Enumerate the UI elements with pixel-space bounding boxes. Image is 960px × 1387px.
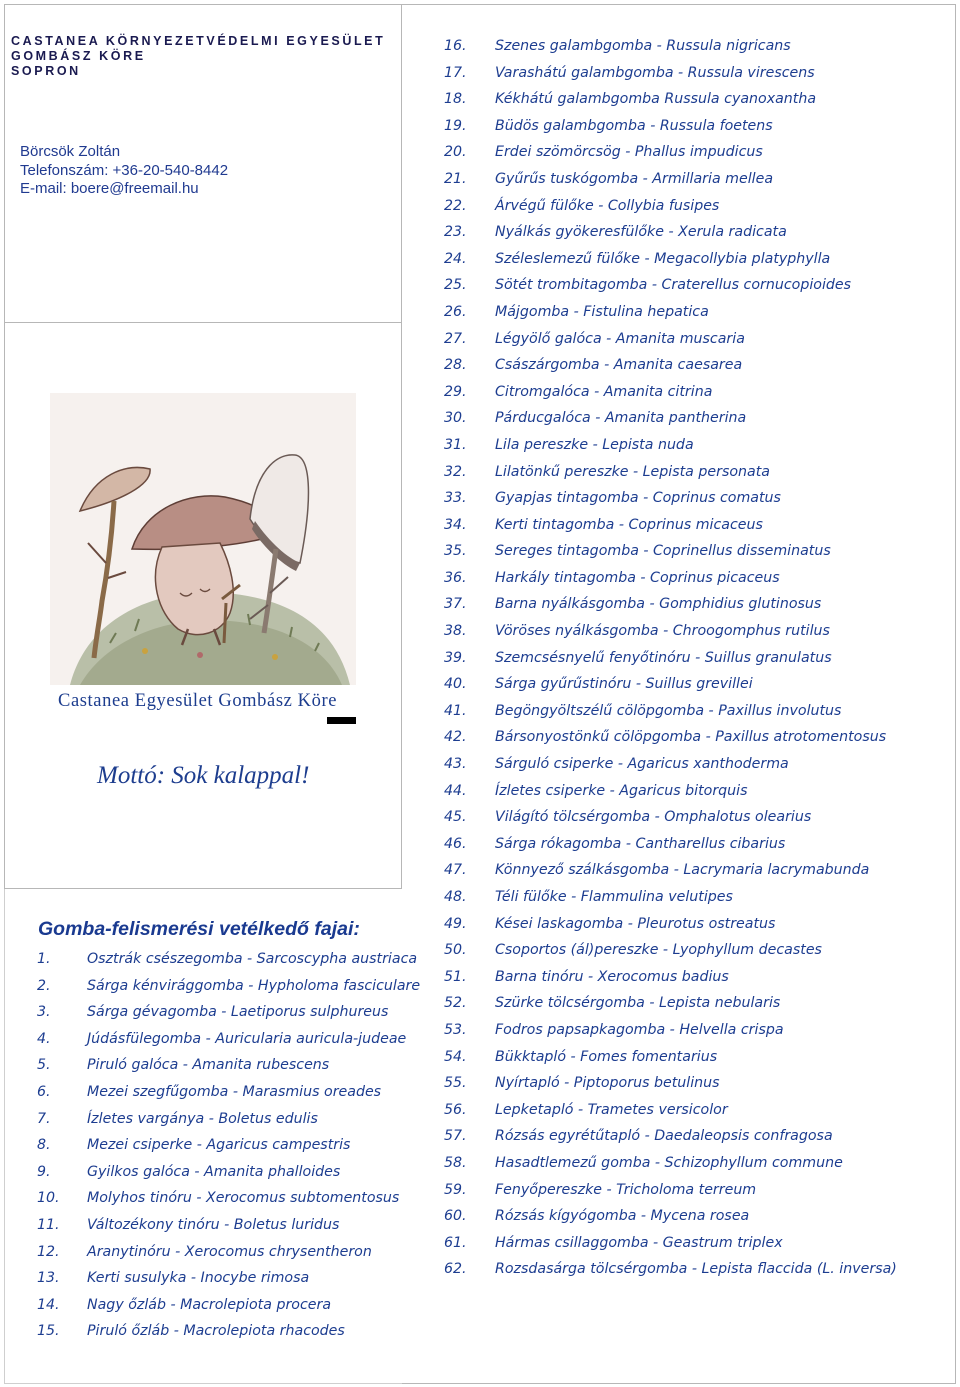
- species-name: Sárguló csiperke - Agaricus xanthoderma: [495, 756, 789, 773]
- species-name: Piruló őzláb - Macrolepiota rhacodes: [87, 1323, 345, 1340]
- species-item: [444, 1097, 944, 1124]
- species-name: Bükktapló - Fomes fomentarius: [495, 1048, 718, 1065]
- motto: Mottó: Sok kalappal!: [97, 762, 310, 789]
- species-item: [444, 911, 944, 938]
- species-item: [444, 326, 944, 353]
- species-number: 53.: [444, 1021, 467, 1038]
- species-item: [444, 379, 944, 406]
- species-name: Szürke tölcsérgomba - Lepista nebularis: [495, 995, 781, 1012]
- species-number: 9.: [37, 1163, 51, 1180]
- species-item: [444, 778, 944, 805]
- species-item: [37, 1079, 397, 1106]
- species-item: [444, 1123, 944, 1150]
- species-item: [444, 1177, 944, 1204]
- species-name: Lepketapló - Trametes versicolor: [495, 1101, 728, 1118]
- organization-line: GOMBÁSZ KÖRE: [11, 49, 146, 63]
- species-item: [444, 1070, 944, 1097]
- species-number: 62.: [444, 1261, 467, 1278]
- species-item: [444, 804, 944, 831]
- species-number: 54.: [444, 1048, 467, 1065]
- species-item: [37, 1212, 397, 1239]
- species-number: 46.: [444, 835, 467, 852]
- species-name: Citromgalóca - Amanita citrina: [495, 383, 713, 400]
- species-number: 4.: [37, 1030, 51, 1047]
- species-item: [444, 751, 944, 778]
- species-name: Mezei szegfűgomba - Marasmius oreades: [87, 1083, 382, 1100]
- quiz-heading: Gomba-felismerési vetélkedő fajai:: [38, 918, 360, 940]
- species-list-left: [37, 946, 421, 1345]
- species-item: [444, 1017, 944, 1044]
- species-number: 52.: [444, 995, 467, 1012]
- species-item: [444, 671, 944, 698]
- species-number: 25.: [444, 277, 467, 294]
- species-name: Varashátú galambgomba - Russula virescens: [495, 64, 815, 81]
- species-number: 42.: [444, 729, 467, 746]
- species-item: [444, 60, 944, 87]
- species-name: Sárga gévagomba - Laetiporus sulphureus: [87, 1004, 389, 1021]
- species-number: 10.: [37, 1190, 60, 1207]
- species-item: [37, 946, 418, 973]
- species-name: Gyapjas tintagomba - Coprinus comatus: [495, 490, 781, 507]
- species-name: Lila pereszke - Lepista nuda: [495, 436, 694, 453]
- species-number: 45.: [444, 809, 467, 826]
- species-name: Császárgomba - Amanita caesarea: [495, 357, 743, 374]
- species-item: [37, 1292, 397, 1319]
- species-number: 32.: [444, 463, 467, 480]
- species-item: [37, 1265, 397, 1292]
- species-name: Bársonyostönkű cölöpgomba - Paxillus atrotomentosus: [495, 729, 887, 746]
- species-number: 56.: [444, 1101, 467, 1118]
- species-name: Gyilkos galóca - Amanita phalloides: [87, 1163, 341, 1180]
- species-name: Júdásfülegomba - Auricularia auricula-judeae: [87, 1030, 407, 1047]
- contact-phone: Telefonszám: +36-20-540-8442: [20, 161, 229, 179]
- species-number: 16.: [444, 38, 467, 54]
- species-number: 21.: [444, 170, 467, 187]
- species-number: 23.: [444, 224, 467, 241]
- species-item: [444, 113, 944, 140]
- species-number: 49.: [444, 915, 467, 932]
- species-name: Sereges tintagomba - Coprinellus disseminatus: [495, 543, 831, 560]
- species-name: Barna nyálkásgomba - Gomphidius glutinosus: [495, 596, 822, 613]
- species-name: Osztrák csészegomba - Sarcoscypha austriaca: [87, 951, 418, 967]
- species-name: Begöngyöltszélű cölöpgomba - Paxillus involutus: [495, 702, 842, 719]
- species-number: 35.: [444, 543, 467, 560]
- species-name: Hármas csillaggomba - Geastrum triplex: [495, 1234, 783, 1251]
- species-name: Kerti susulyka - Inocybe rimosa: [87, 1270, 310, 1287]
- species-name: Fenyőpereszke - Tricholoma terreum: [495, 1181, 757, 1198]
- organization-line: SOPRON: [11, 64, 81, 78]
- illustration-caption: Castanea Egyesület Gombász Köre: [58, 691, 338, 711]
- species-number: 41.: [444, 702, 467, 719]
- species-item: [37, 1159, 397, 1186]
- contact-name: Börcsök Zoltán: [20, 143, 121, 160]
- species-item: [37, 1318, 397, 1345]
- species-item: [444, 219, 944, 246]
- species-item: [37, 973, 421, 1000]
- species-item: [444, 33, 944, 60]
- mushroom-illustration: [50, 393, 356, 685]
- species-item: [444, 352, 944, 379]
- species-item: [444, 485, 944, 512]
- species-number: 12.: [37, 1243, 60, 1260]
- species-number: 19.: [444, 117, 467, 134]
- species-name: Gyűrűs tuskógomba - Armillaria mellea: [495, 170, 774, 187]
- species-number: 27.: [444, 330, 467, 347]
- species-item: [37, 1132, 397, 1159]
- species-number: 14.: [37, 1296, 60, 1313]
- species-item: [444, 1256, 944, 1283]
- species-item: [444, 565, 944, 592]
- species-number: 22.: [444, 197, 467, 214]
- species-item: [444, 1044, 944, 1071]
- species-item: [444, 591, 944, 618]
- species-number: 31.: [444, 436, 467, 453]
- species-item: [444, 299, 944, 326]
- species-number: 3.: [37, 1004, 51, 1021]
- species-number: 55.: [444, 1075, 467, 1092]
- species-name: Kerti tintagomba - Coprinus micaceus: [495, 516, 763, 533]
- species-name: Rózsás egyrétűtapló - Daedaleopsis confragosa: [495, 1128, 833, 1145]
- species-number: 48.: [444, 889, 467, 905]
- species-number: 5.: [37, 1057, 51, 1074]
- species-name: Párducgalóca - Amanita pantherina: [495, 410, 747, 427]
- species-name: Molyhos tinóru - Xerocomus subtomentosus: [87, 1190, 400, 1207]
- species-name: Ízletes csiperke - Agaricus bitorquis: [495, 782, 748, 799]
- species-number: 43.: [444, 756, 467, 773]
- species-name: Ízletes vargánya - Boletus edulis: [87, 1110, 318, 1127]
- species-number: 40.: [444, 676, 467, 693]
- species-name: Szemcsésnyelű fenyőtinóru - Suillus granulatus: [495, 649, 832, 666]
- species-number: 38.: [444, 623, 467, 640]
- species-number: 1.: [37, 951, 51, 967]
- species-item: [444, 405, 944, 432]
- species-name: Vöröses nyálkásgomba - Chroogomphus rutilus: [495, 623, 830, 640]
- species-number: 20.: [444, 144, 467, 161]
- species-item: [444, 459, 944, 486]
- species-item: [444, 86, 944, 113]
- species-number: 33.: [444, 490, 467, 507]
- species-name: Kékhátú galambgomba Russula cyanoxantha: [495, 91, 817, 108]
- species-name: Mezei csiperke - Agaricus campestris: [87, 1137, 351, 1154]
- species-name: Májgomba - Fistulina hepatica: [495, 303, 709, 320]
- species-number: 47.: [444, 862, 467, 879]
- species-number: 2.: [37, 977, 51, 994]
- species-item: [444, 937, 944, 964]
- species-number: 44.: [444, 782, 467, 799]
- species-item: [444, 964, 944, 991]
- contact-info: [20, 143, 228, 199]
- species-item: [444, 246, 944, 273]
- species-number: 59.: [444, 1181, 467, 1198]
- species-number: 57.: [444, 1128, 467, 1145]
- species-item: [444, 166, 944, 193]
- species-item: [37, 1106, 397, 1133]
- species-item: [444, 432, 944, 459]
- species-name: Kései laskagomba - Pleurotus ostreatus: [495, 915, 776, 932]
- species-number: 50.: [444, 942, 467, 959]
- species-name: Csoportos (ál)pereszke - Lyophyllum decastes: [495, 942, 822, 959]
- species-item: [444, 698, 944, 725]
- species-name: Harkály tintagomba - Coprinus picaceus: [495, 569, 780, 586]
- species-number: 28.: [444, 357, 467, 374]
- species-name: Könnyező szálkásgomba - Lacrymaria lacrymabunda: [495, 862, 870, 879]
- species-number: 11.: [37, 1216, 60, 1233]
- species-item: [37, 1052, 397, 1079]
- species-number: 17.: [444, 64, 467, 81]
- species-number: 13.: [37, 1270, 60, 1287]
- species-name: Széleslemezű fülőke - Megacollybia platyphylla: [495, 250, 831, 267]
- species-item: [444, 724, 944, 751]
- species-name: Piruló galóca - Amanita rubescens: [87, 1057, 330, 1074]
- species-name: Árvégű fülőke - Collybia fusipes: [495, 197, 720, 214]
- species-name: Téli fülőke - Flammulina velutipes: [495, 889, 733, 905]
- species-number: 8.: [37, 1137, 51, 1154]
- species-name: Hasadtlemezű gomba - Schizophyllum commune: [495, 1154, 843, 1171]
- species-item: [444, 193, 944, 220]
- species-name: Nagy őzláb - Macrolepiota procera: [87, 1296, 332, 1313]
- species-name: Világító tölcsérgomba - Omphalotus olearius: [495, 809, 812, 826]
- species-name: Sárga kénvirággomba - Hypholoma fasciculare: [87, 977, 421, 994]
- species-item: [444, 139, 944, 166]
- species-item: [444, 645, 944, 672]
- decorative-bar: [327, 717, 356, 724]
- species-number: 61.: [444, 1234, 467, 1251]
- species-item: [444, 618, 944, 645]
- organization-name: [11, 34, 385, 79]
- species-number: 7.: [37, 1110, 51, 1127]
- species-number: 60.: [444, 1208, 467, 1225]
- species-item: [444, 538, 944, 565]
- species-name: Rózsás kígyógomba - Mycena rosea: [495, 1208, 750, 1225]
- species-number: 34.: [444, 516, 467, 533]
- species-number: 51.: [444, 968, 467, 985]
- species-name: Lilatönkű pereszke - Lepista personata: [495, 463, 770, 480]
- species-number: 30.: [444, 410, 467, 427]
- species-number: 15.: [37, 1323, 60, 1340]
- species-name: Rozsdasárga tölcsérgomba - Lepista flaccida (L. inversa): [495, 1261, 897, 1278]
- species-item: [37, 1026, 407, 1053]
- species-name: Sötét trombitagomba - Craterellus cornucopioides: [495, 277, 852, 294]
- contact-email: E-mail: boere@freemail.hu: [20, 180, 199, 197]
- species-item: [444, 990, 944, 1017]
- species-list-right: [444, 33, 944, 1283]
- species-name: Szenes galambgomba - Russula nigricans: [495, 38, 791, 54]
- species-number: 6.: [37, 1083, 51, 1100]
- species-item: [444, 884, 944, 911]
- species-item: [37, 1239, 397, 1266]
- species-name: Büdös galambgomba - Russula foetens: [495, 117, 773, 134]
- species-item: [444, 272, 944, 299]
- species-item: [444, 857, 944, 884]
- species-number: 24.: [444, 250, 467, 267]
- species-number: 39.: [444, 649, 467, 666]
- organization-line: CASTANEA KÖRNYEZETVÉDELMI EGYESÜLET: [11, 34, 386, 48]
- species-item: [444, 1203, 944, 1230]
- species-name: Fodros papsapkagomba - Helvella crispa: [495, 1021, 784, 1038]
- species-number: 37.: [444, 596, 467, 613]
- species-item: [37, 1185, 400, 1212]
- species-item: [37, 999, 397, 1026]
- species-item: [444, 1230, 944, 1257]
- species-name: Nyírtapló - Piptoporus betulinus: [495, 1075, 720, 1092]
- species-name: Erdei szömörcsög - Phallus impudicus: [495, 144, 763, 161]
- species-name: Légyölő galóca - Amanita muscaria: [495, 330, 745, 347]
- species-name: Aranytinóru - Xerocomus chrysentheron: [87, 1243, 372, 1260]
- species-number: 58.: [444, 1154, 467, 1171]
- species-name: Sárga rókagomba - Cantharellus cibarius: [495, 835, 786, 852]
- species-name: Változékony tinóru - Boletus luridus: [87, 1216, 340, 1233]
- species-number: 36.: [444, 569, 467, 586]
- species-item: [444, 831, 944, 858]
- species-number: 18.: [444, 91, 467, 108]
- species-number: 26.: [444, 303, 467, 320]
- species-item: [444, 512, 944, 539]
- species-name: Barna tinóru - Xerocomus badius: [495, 968, 729, 985]
- species-name: Sárga gyűrűstinóru - Suillus grevillei: [495, 676, 753, 693]
- species-item: [444, 1150, 944, 1177]
- species-number: 29.: [444, 383, 467, 400]
- species-name: Nyálkás gyökeresfülőke - Xerula radicata: [495, 224, 787, 241]
